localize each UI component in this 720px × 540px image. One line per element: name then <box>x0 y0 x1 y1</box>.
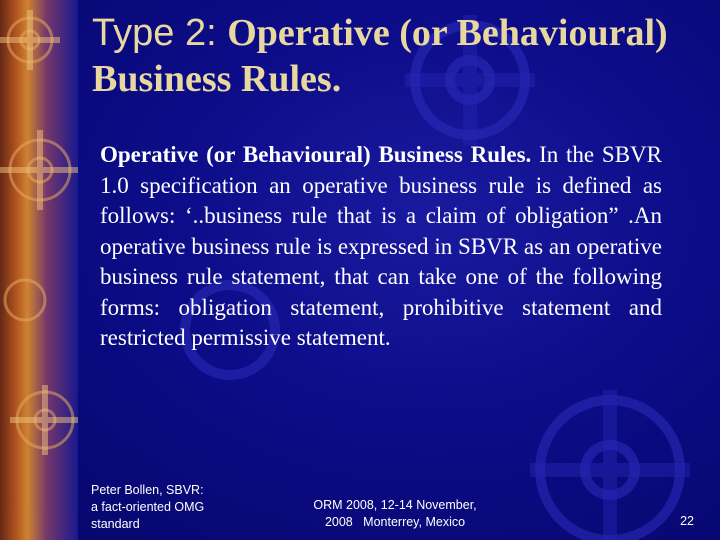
body-paragraph <box>100 140 662 354</box>
footer-author-line3: standard <box>91 517 140 531</box>
footer-conference-line2: 2008 Monterrey, Mexico <box>324 515 466 529</box>
body-text: In the SBVR 1.0 specification an operative business rule is defined as follows: ‘..business rule that is a claim of obligation” .An operative business rule is expressed in SBVR as an operative business rule statement, that can take one of the following forms: obligation statement, prohibitive statement and restricted permissive statement. <box>100 142 663 350</box>
footer-author-line2: a fact-oriented OMG <box>91 500 205 514</box>
page-number: 22 <box>680 514 694 528</box>
body-lead: Operative (or Behavioural) Business Rules. <box>100 142 532 167</box>
footer-author <box>91 482 241 533</box>
title-main: Operative (or Behavioural) Business Rules. <box>92 12 668 100</box>
title-prefix: Type 2: <box>92 12 228 54</box>
slide-title <box>92 10 692 102</box>
footer-conference-line1: ORM 2008, 12-14 November, <box>313 498 477 512</box>
footer-author-line1: Peter Bollen, SBVR: <box>91 483 204 497</box>
footer-conference <box>290 497 500 531</box>
